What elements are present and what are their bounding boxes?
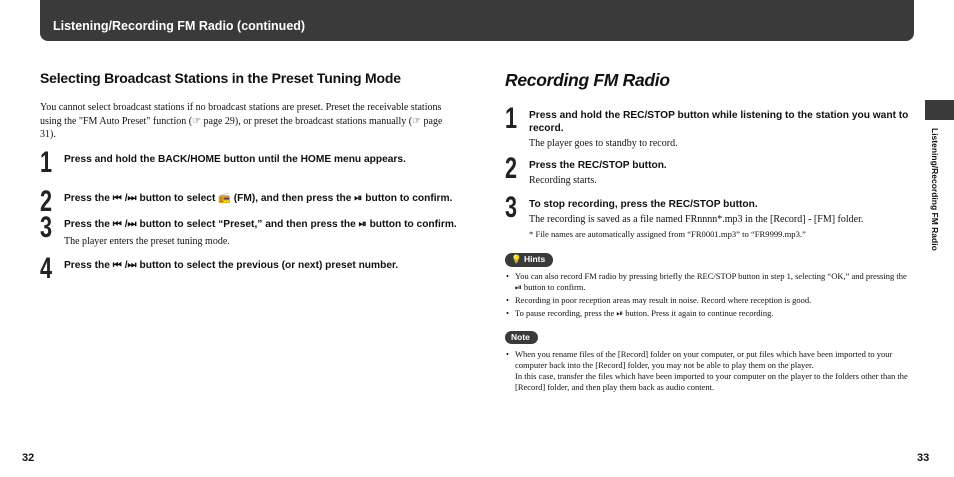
step-text: Press and hold the REC/STOP button while listening to the station you want to record. (529, 110, 909, 134)
left-column (40, 70, 460, 285)
step-2 (40, 184, 460, 218)
note-text: When you rename files of the [Record] folder on your computer, or put files which have been imported to your computer back into the [Record] folder, you may not be able to play them on the player. (515, 349, 893, 370)
note-badge: Note (505, 331, 538, 344)
footnote: * File names are automatically assigned from “FR0001.mp3” to “FR9999.mp3.” (529, 229, 806, 239)
section-heading: Recording FM Radio (505, 70, 670, 90)
step-text: Press and hold the BACK/HOME button until the HOME menu appears. (64, 153, 406, 165)
side-label: Listening/Recording FM Radio (930, 128, 940, 251)
note-section (505, 327, 915, 393)
side-tab (925, 100, 954, 120)
hints-badge (505, 253, 553, 267)
step-text: Press the ⏮ /⏭ button to select 📻 (FM), and then press the ⏯ button to confirm. (64, 192, 453, 204)
step-text: Press the ⏮ /⏭ button to select “Preset,” and then press the ⏯ button to confirm. (64, 218, 457, 230)
step-text: To stop recording, press the REC/STOP button. (529, 199, 758, 210)
right-column (505, 70, 915, 395)
lightbulb-icon: 💡 (511, 254, 522, 264)
step-number: 1 (505, 102, 518, 135)
list-item (505, 349, 915, 393)
step-number: 1 (40, 145, 53, 179)
list-item: • You can also record FM radio by pressing briefly the REC/STOP button in step 1, selecting “OK,” and pressing the ⏯ button to confirm. (505, 271, 915, 293)
step-subtext: The player goes to standby to record. (529, 138, 678, 149)
page-number-right: 33 (917, 452, 930, 464)
page-number-left: 32 (22, 452, 35, 464)
list-item: • To pause recording, press the ⏯ button. Press it again to continue recording. (505, 308, 915, 319)
step-number: 4 (40, 251, 53, 285)
step-3 (505, 191, 915, 239)
list-item: • Recording in poor reception areas may result in noise. Record where reception is good. (505, 295, 915, 306)
step-subtext: The recording is saved as a file named FRnnnn*.mp3 in the [Record] - [FM] folder. (529, 214, 864, 225)
step-text: Press the REC/STOP button. (529, 160, 667, 171)
step-4 (40, 251, 460, 285)
header-bar (40, 0, 914, 41)
note-text: In this case, transfer the files which have been imported to your computer on the player to the folders other than the [Record] folder, and then play them back as audio content. (515, 371, 908, 392)
step-subtext: Recording starts. (529, 175, 597, 186)
header-title: Listening/Recording FM Radio (continued) (53, 19, 306, 33)
hints-section (505, 249, 915, 319)
step-number: 2 (505, 152, 518, 185)
note-list (505, 349, 915, 393)
step-3 (40, 210, 460, 248)
step-1 (40, 145, 460, 179)
section-heading: Selecting Broadcast Stations in the Preset Tuning Mode (40, 70, 401, 86)
step-text: Press the ⏮ /⏭ button to select the previous (or next) preset number. (64, 259, 399, 271)
hints-label: Hints (523, 254, 546, 264)
step-number: 3 (40, 210, 53, 244)
step-number: 2 (40, 184, 53, 218)
step-1 (505, 102, 915, 150)
hints-list (505, 271, 915, 319)
intro-text: You cannot select broadcast stations if no broadcast stations are preset. Preset the receivable stations using the "FM Auto Preset" function (☞ page 29), or preset the broadcast stations manually (☞ page 31). (40, 102, 443, 140)
step-subtext: The player enters the preset tuning mode. (64, 235, 230, 247)
step-2 (505, 152, 915, 187)
step-number: 3 (505, 191, 518, 224)
